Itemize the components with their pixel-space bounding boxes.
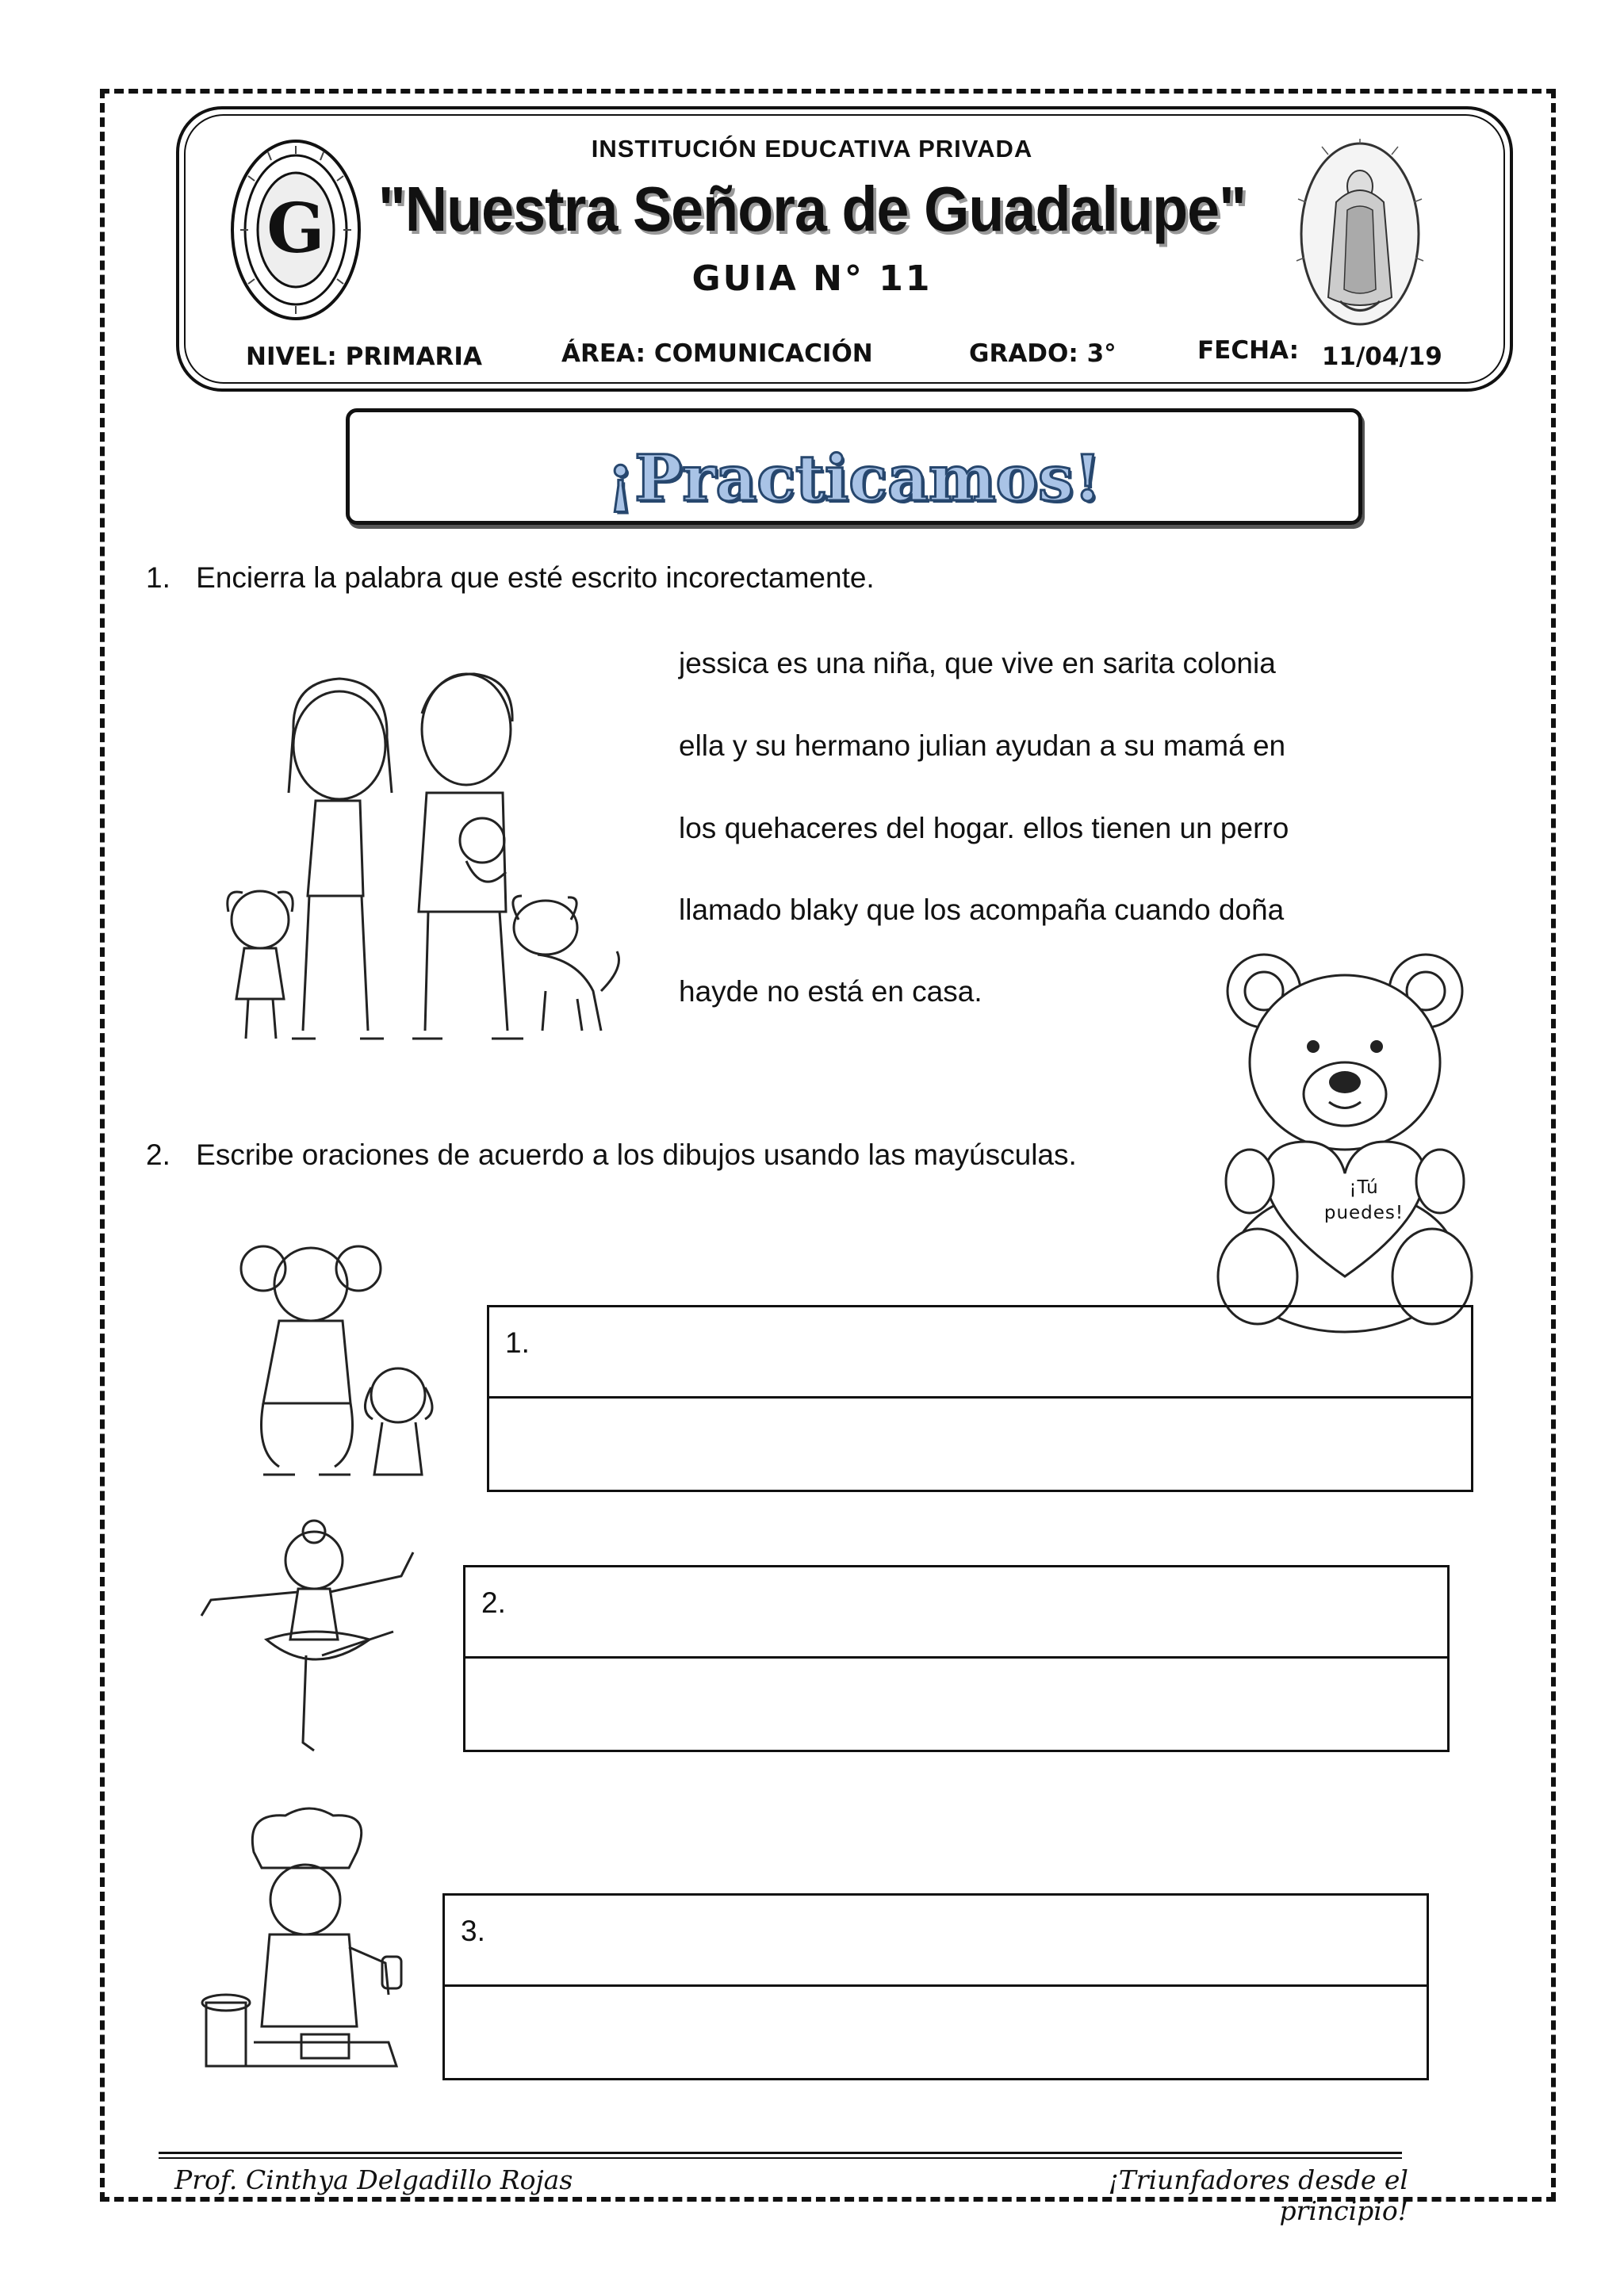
answer-line-3[interactable] bbox=[445, 1896, 1427, 1987]
question-1-text: Encierra la palabra que esté escrito incorectamente. bbox=[196, 561, 875, 594]
girl-with-puppy-illustration bbox=[232, 1229, 446, 1498]
family-illustration bbox=[205, 658, 633, 1054]
fecha-label: FECHA: bbox=[1197, 336, 1300, 365]
question-1-number: 1. bbox=[146, 561, 170, 594]
question-2 bbox=[146, 1138, 1077, 1172]
nivel-label: NIVEL: bbox=[246, 342, 337, 371]
footer-divider bbox=[159, 2152, 1402, 2154]
answer-box-3 bbox=[442, 1893, 1429, 2080]
teddy-bear-illustration bbox=[1210, 943, 1480, 1340]
fecha-field bbox=[1197, 336, 1442, 371]
page-title: ¡Practicamos! bbox=[606, 441, 1102, 515]
footer-teacher: Prof. Cinthya Delgadillo Rojas bbox=[174, 2164, 573, 2195]
area-field bbox=[561, 339, 873, 368]
institution-type: INSTITUCIÓN EDUCATIVA PRIVADA bbox=[591, 135, 1033, 163]
answer-box-1 bbox=[487, 1305, 1473, 1492]
footer-divider-2 bbox=[159, 2157, 1402, 2159]
ballerina-illustration bbox=[195, 1521, 417, 1758]
nivel-value: PRIMARIA bbox=[345, 342, 482, 371]
answer-line-3b[interactable] bbox=[445, 1987, 1427, 2078]
answer-number-2: 2. bbox=[481, 1586, 506, 1619]
chef-illustration bbox=[198, 1804, 412, 2082]
story-line-1: jessica es una niña, que vive en sarita colonia bbox=[679, 647, 1276, 679]
bear-message-line-1: ¡Tú bbox=[1349, 1177, 1379, 1198]
answer-line-1b[interactable] bbox=[489, 1399, 1471, 1490]
question-2-text: Escribe oraciones de acuerdo a los dibujos usando las mayúsculas. bbox=[196, 1138, 1077, 1171]
answer-number-3: 3. bbox=[461, 1915, 485, 1947]
answer-line-2b[interactable] bbox=[465, 1659, 1447, 1750]
grado-value: 3° bbox=[1086, 339, 1116, 368]
grado-field bbox=[969, 339, 1116, 368]
answer-line-1[interactable] bbox=[489, 1307, 1471, 1399]
answer-number-1: 1. bbox=[505, 1326, 530, 1359]
fecha-value: 11/04/19 bbox=[1321, 342, 1442, 371]
nivel-field bbox=[246, 342, 482, 371]
answer-line-2[interactable] bbox=[465, 1567, 1447, 1659]
answer-box-2 bbox=[463, 1565, 1450, 1752]
logo-letter: G bbox=[266, 189, 325, 269]
footer-motto: ¡Triunfadores desde el principio! bbox=[1108, 2164, 1408, 2226]
area-label: ÁREA: bbox=[561, 339, 646, 368]
story-line-2: ella y su hermano julian ayudan a su mamá en bbox=[679, 729, 1286, 762]
story-line-3: los quehaceres del hogar. ellos tienen un perro bbox=[679, 812, 1289, 844]
bear-message bbox=[1316, 1175, 1411, 1226]
bear-message-line-2: puedes! bbox=[1323, 1203, 1404, 1223]
question-1 bbox=[146, 561, 875, 595]
school-name: "Nuestra Señora de Guadalupe" bbox=[377, 174, 1247, 244]
grado-label: GRADO: bbox=[969, 339, 1078, 368]
question-2-number: 2. bbox=[146, 1138, 170, 1171]
guide-number: GUIA N° 11 bbox=[691, 258, 933, 299]
story-line-5: hayde no está en casa. bbox=[679, 975, 982, 1008]
area-value: COMUNICACIÓN bbox=[653, 339, 873, 368]
story-line-4: llamado blaky que los acompaña cuando doña bbox=[679, 894, 1285, 926]
